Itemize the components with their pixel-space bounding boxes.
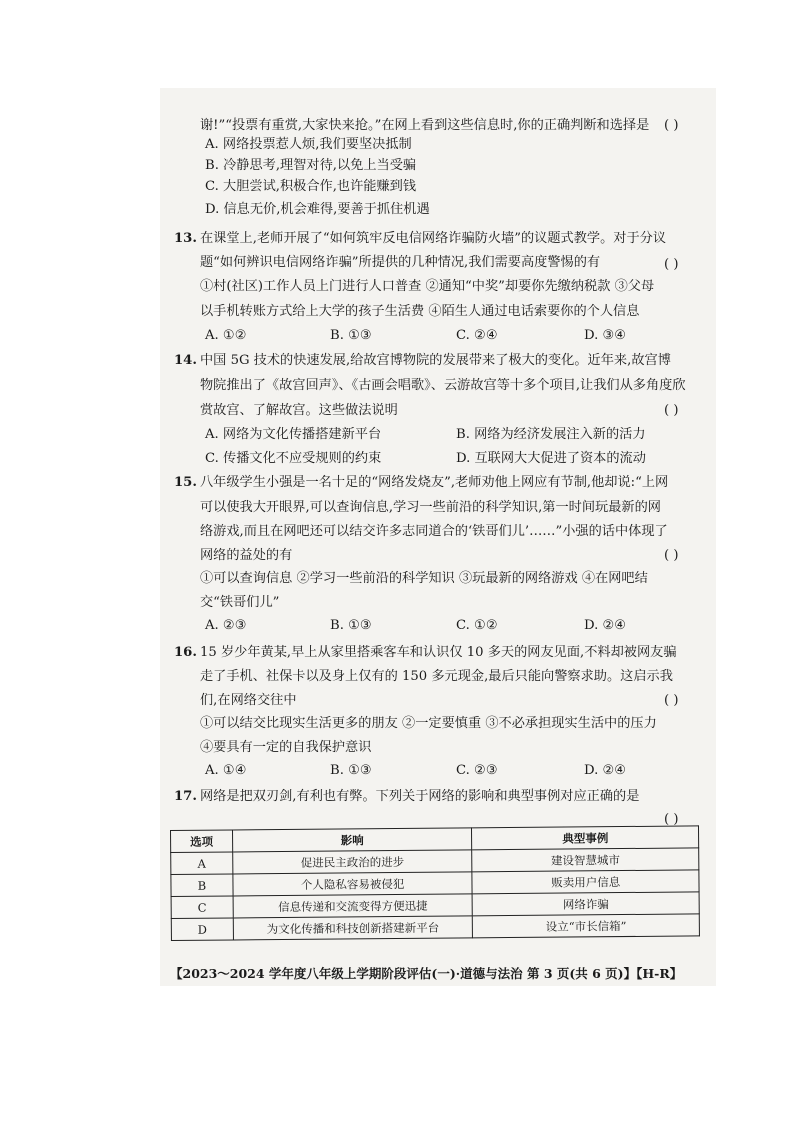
table-cell: 个人隐私容易被侵犯 xyxy=(233,872,473,896)
table-cell: 信息传递和交流变得方便迅捷 xyxy=(233,894,473,918)
table-header-cell: 典型事例 xyxy=(472,826,699,850)
table-row xyxy=(171,914,699,941)
q12-option-d: D. 信息无价,机会难得,要善于抓住机遇 xyxy=(205,202,430,217)
table-cell: B xyxy=(171,874,233,897)
table-cell: D xyxy=(171,918,233,941)
q14-stem-line2: 物院推出了《故宫回声》、《古画会唱歌》、云游故宫等十多个项目,让我们从多角度欣 xyxy=(200,378,686,393)
q16-answer-paren: ( ) xyxy=(664,693,679,708)
q16-stem-line4: ①可以结交比现实生活更多的朋友 ②一定要慎重 ③不必承担现实生活中的压力 xyxy=(200,716,657,731)
q16-stem-line3: 们,在网络交往中 xyxy=(200,693,297,708)
q15-stem-line4: 网络的益处的有 xyxy=(200,548,293,563)
q12-option-b: B. 冷静思考,理智对待,以免上当受骗 xyxy=(205,158,417,173)
q16-option-b: B. ①③ xyxy=(330,763,372,778)
q14-option-d: D. 互联网大大促进了资本的流动 xyxy=(456,451,646,466)
q17-answer-paren: ( ) xyxy=(664,812,679,827)
q16-option-d: D. ②④ xyxy=(584,763,627,778)
q13-stem-line1: 在课堂上,老师开展了“如何筑牢反电信网络诈骗防火墙”的议题式教学。对于分议 xyxy=(200,231,667,246)
q12-option-a: A. 网络投票惹人烦,我们要坚决抵制 xyxy=(205,137,412,152)
table-cell: 为文化传播和科技创新搭建新平台 xyxy=(233,916,473,940)
q13-option-a: A. ①② xyxy=(205,328,247,343)
q12-answer-paren: ( ) xyxy=(664,118,679,133)
table-cell: 建设智慧城市 xyxy=(472,848,699,872)
q13-answer-paren: ( ) xyxy=(664,257,679,272)
q12-stem: 谢!”“投票有重赏,大家快来抢。”在网上看到这些信息时,你的正确判断和选择是 xyxy=(200,118,650,133)
q16-option-c: C. ②③ xyxy=(456,763,498,778)
q15-stem-line5: ①可以查询信息 ②学习一些前沿的科学知识 ③玩最新的网络游戏 ④在网吧结 xyxy=(200,571,648,586)
q15-option-c: C. ①② xyxy=(456,618,498,633)
page-footer: 【2023～2024 学年度八年级上学期阶段评估(一)·道德与法治 第 3 页(共 6 页)】【H-R】 xyxy=(170,966,683,981)
q15-option-a: A. ②③ xyxy=(205,618,247,633)
q13-option-b: B. ①③ xyxy=(330,328,372,343)
q14-answer-paren: ( ) xyxy=(664,403,679,418)
q14-option-a: A. 网络为文化传播搭建新平台 xyxy=(205,427,382,442)
q13-number: 13. xyxy=(174,231,197,246)
q14-option-c: C. 传播文化不应受规则的约束 xyxy=(205,451,382,466)
table-cell: 促进民主政治的进步 xyxy=(233,850,473,874)
q15-option-b: B. ①③ xyxy=(330,618,372,633)
q16-stem-line2: 走了手机、社保卡以及身上仅有的 150 多元现金,最后只能向警察求助。这启示我 xyxy=(200,669,673,684)
q13-option-d: D. ③④ xyxy=(584,328,627,343)
q15-stem-line6: 交“铁哥们儿” xyxy=(200,595,280,610)
table-header-cell: 影响 xyxy=(232,828,472,852)
q15-option-d: D. ②④ xyxy=(584,618,627,633)
q17-number: 17. xyxy=(174,789,197,804)
table-cell: A xyxy=(171,852,233,875)
q13-stem-line4: 以手机转账方式给上大学的孩子生活费 ④陌生人通过电话索要你的个人信息 xyxy=(200,304,640,319)
q13-stem-line2: 题“如何辨识电信网络诈骗”所提供的几种情况,我们需要高度警惕的有 xyxy=(200,255,601,270)
q15-answer-paren: ( ) xyxy=(664,548,679,563)
q15-stem-line1: 八年级学生小强是一名十足的“网络发烧友”,老师劝他上网应有节制,他却说:“上网 xyxy=(200,475,669,490)
q16-stem-line5: ④要具有一定的自我保护意识 xyxy=(200,740,372,755)
q14-stem-line1: 中国 5G 技术的快速发展,给故宫博物院的发展带来了极大的变化。近年来,故宫博 xyxy=(200,353,671,368)
table-cell: 设立“市长信箱” xyxy=(473,914,700,938)
table-cell: 贩卖用户信息 xyxy=(472,870,699,894)
q14-number: 14. xyxy=(174,353,197,368)
table-cell: C xyxy=(171,896,233,919)
q13-option-c: C. ②④ xyxy=(456,328,498,343)
q15-stem-line2: 可以使我大开眼界,可以查询信息,学习一些前沿的科学知识,第一时间玩最新的网 xyxy=(200,500,661,515)
q14-option-b: B. 网络为经济发展注入新的活力 xyxy=(456,427,646,442)
q16-number: 16. xyxy=(174,645,197,660)
q16-stem-line1: 15 岁少年黄某,早上从家里搭乘客车和认识仅 10 多天的网友见面,不料却被网友骗 xyxy=(200,645,677,660)
table-cell: 网络诈骗 xyxy=(472,892,699,916)
q14-stem-line3: 赏故宫、了解故宫。这些做法说明 xyxy=(200,403,398,418)
q15-number: 15. xyxy=(174,475,197,490)
q17-table xyxy=(170,825,700,941)
q15-stem-line3: 络游戏,而且在网吧还可以结交许多志同道合的‘铁哥们儿’……”小强的话中体现了 xyxy=(200,524,668,539)
q12-option-c: C. 大胆尝试,积极合作,也许能赚到钱 xyxy=(205,179,417,194)
q13-stem-line3: ①村(社区)工作人员上门进行人口普查 ②通知“中奖”却要你先缴纳税款 ③父母 xyxy=(200,279,655,294)
q16-option-a: A. ①④ xyxy=(205,763,247,778)
q17-stem: 网络是把双刃剑,有利也有弊。下列关于网络的影响和典型事例对应正确的是 xyxy=(200,789,640,804)
table-header-cell: 选项 xyxy=(171,830,233,853)
